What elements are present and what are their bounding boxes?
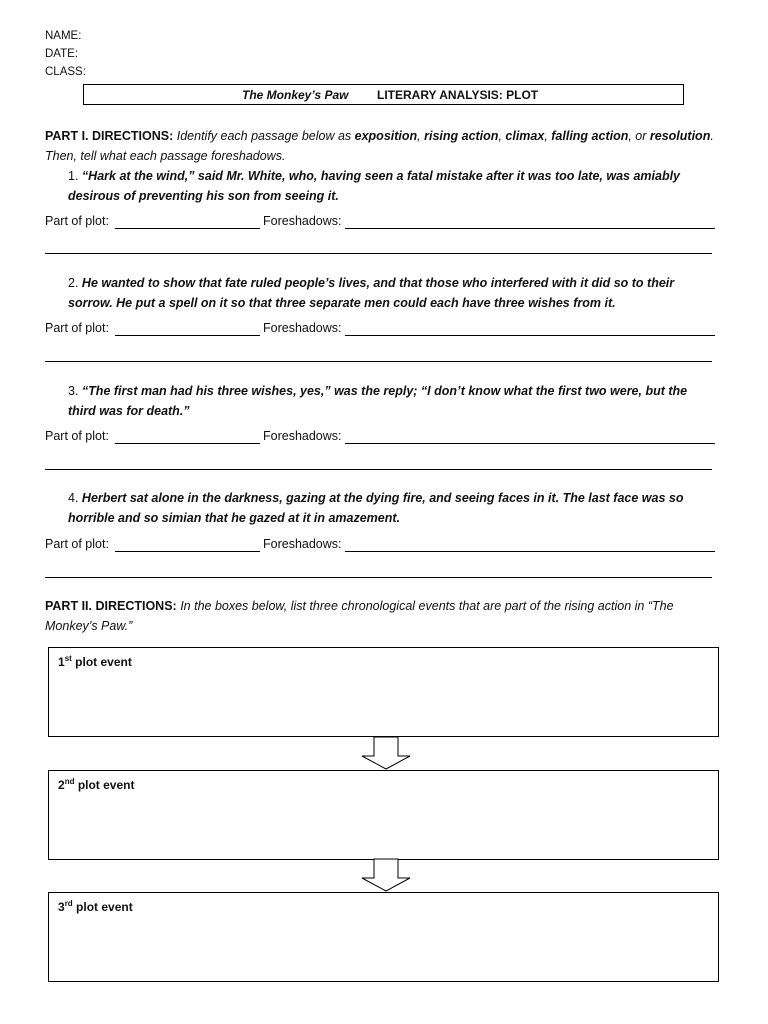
passage-text: Herbert sat alone in the darkness, gazing at the dying fire, and seeing faces in it. The last face was so horrible and so simian that he gazed at it in amazement. <box>68 491 684 525</box>
answer-row-4 <box>45 537 717 555</box>
event-label-text: plot event <box>77 778 135 792</box>
foreshadows-label: Foreshadows: <box>263 537 342 551</box>
part2-heading: PART II. DIRECTIONS: <box>45 599 177 613</box>
plot-event-label <box>58 654 132 669</box>
date-label: DATE: <box>45 48 79 60</box>
event-num: 3 <box>58 900 65 914</box>
foreshadows-label: Foreshadows: <box>263 321 342 335</box>
plot-event-box-2[interactable] <box>48 770 719 860</box>
part-of-plot-label: Part of plot: <box>45 537 109 551</box>
plot-event-box-3[interactable] <box>48 892 719 982</box>
event-label-text: plot event <box>76 900 133 914</box>
answer-row-3 <box>45 429 717 447</box>
event-num: 1 <box>58 655 65 669</box>
passage-number: 1. <box>68 169 79 183</box>
foreshadows-blank[interactable] <box>345 551 715 552</box>
part1-text-b: . Then, tell what each passage foreshadows. <box>45 129 714 163</box>
work-title: The Monkey’s Paw <box>242 88 349 102</box>
plot-event-box-1[interactable] <box>48 647 719 737</box>
term-rising-action: rising action <box>424 129 499 143</box>
term-climax: climax <box>505 129 545 143</box>
passage-4 <box>68 488 718 528</box>
passage-2 <box>68 273 718 313</box>
down-arrow-icon <box>360 858 412 892</box>
foreshadows-label: Foreshadows: <box>263 429 342 443</box>
title-box <box>83 84 684 105</box>
event-ordinal-suffix: st <box>64 654 72 663</box>
sep: , <box>417 129 425 143</box>
event-ordinal-suffix: nd <box>64 777 75 786</box>
passage-number: 4. <box>68 491 79 505</box>
answer-line[interactable] <box>45 469 712 470</box>
foreshadows-blank[interactable] <box>345 335 715 336</box>
passage-text: “The first man had his three wishes, yes,” was the reply; “I don’t know what the first two were, but the third was for death.” <box>68 384 688 418</box>
part1-directions <box>45 126 725 166</box>
term-resolution: resolution <box>649 129 711 143</box>
passage-text: “Hark at the wind,” said Mr. White, who, having seen a fatal mistake after it was too late, was amiably desirous of preventing his son from seeing it. <box>68 169 681 203</box>
plot-event-label <box>58 777 134 792</box>
sep: , <box>498 129 506 143</box>
part-of-plot-label: Part of plot: <box>45 429 109 443</box>
part2-text: In the boxes below, list three chronological events that are part of the rising action in “The Monkey’s Paw.” <box>45 599 674 633</box>
plot-event-label <box>58 899 133 914</box>
part1-text-a: Identify each passage below as <box>176 129 355 143</box>
down-arrow-icon <box>360 736 412 770</box>
passage-number: 3. <box>68 384 79 398</box>
answer-line[interactable] <box>45 253 712 254</box>
sep: , <box>544 129 552 143</box>
part-of-plot-blank[interactable] <box>115 335 260 336</box>
answer-line[interactable] <box>45 577 712 578</box>
passage-text: He wanted to show that fate ruled people’s lives, and that those who interfered with it did so to their sorrow. He put a spell on it so that three separate men could each have three wishes from it. <box>68 276 675 310</box>
part-of-plot-blank[interactable] <box>115 443 260 444</box>
term-falling-action: falling action <box>551 129 629 143</box>
event-ordinal-suffix: rd <box>64 899 73 908</box>
part-of-plot-blank[interactable] <box>115 228 260 229</box>
part-of-plot-blank[interactable] <box>115 551 260 552</box>
term-exposition: exposition <box>354 129 418 143</box>
answer-row-1 <box>45 214 717 232</box>
foreshadows-label: Foreshadows: <box>263 214 342 228</box>
name-label: NAME: <box>45 30 82 42</box>
passage-3 <box>68 381 718 421</box>
sep: , or <box>628 129 650 143</box>
part-of-plot-label: Part of plot: <box>45 321 109 335</box>
answer-row-2 <box>45 321 717 339</box>
foreshadows-blank[interactable] <box>345 228 715 229</box>
foreshadows-blank[interactable] <box>345 443 715 444</box>
worksheet-subject: LITERARY ANALYSIS: PLOT <box>377 88 539 102</box>
part1-heading: PART I. DIRECTIONS: <box>45 129 174 143</box>
class-label: CLASS: <box>45 66 86 78</box>
event-label-text: plot event <box>75 655 132 669</box>
passage-number: 2. <box>68 276 79 290</box>
passage-1 <box>68 166 718 206</box>
answer-line[interactable] <box>45 361 712 362</box>
part-of-plot-label: Part of plot: <box>45 214 109 228</box>
part2-directions <box>45 596 725 636</box>
event-num: 2 <box>58 778 65 792</box>
